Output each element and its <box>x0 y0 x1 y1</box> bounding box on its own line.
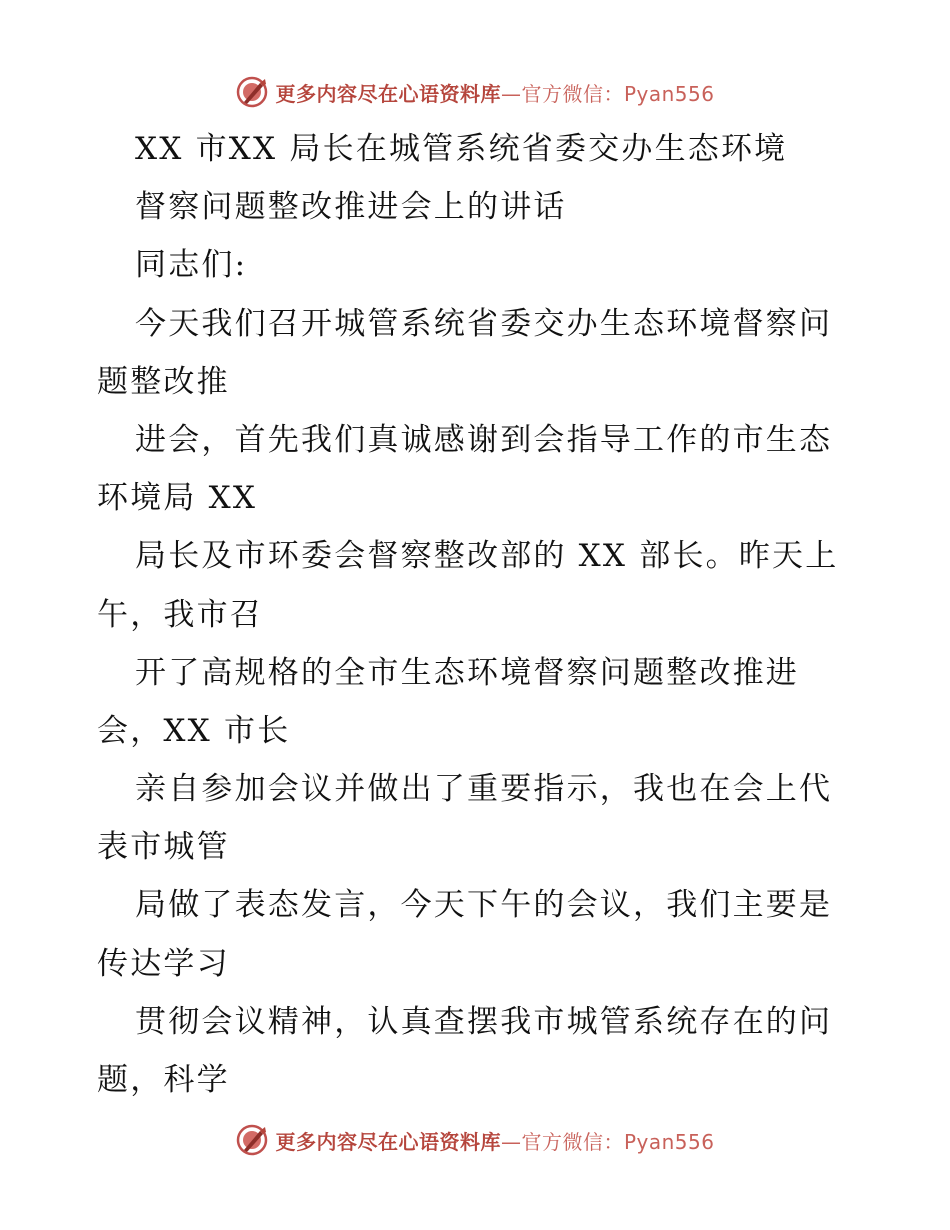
text-line: 进会，首先我们真诚感谢到会指导工作的市生态 <box>135 421 833 458</box>
document-body <box>97 120 857 1109</box>
text-line: 同志们: <box>135 247 248 284</box>
text-line: 贯彻会议精神，认真查摆我市城管系统存在的问 <box>135 1003 833 1040</box>
text-line: 题，科学 <box>97 1062 230 1098</box>
text-line: XX 市XX 局长在城管系统省委交办生态环境 <box>135 131 788 167</box>
footer-banner-tail: —官方微信：Pyan556 <box>500 1129 715 1154</box>
text-line: 环境局 XX <box>97 480 258 517</box>
text-line: 午，我市召 <box>97 596 263 633</box>
text-line: 题整改推 <box>97 363 230 400</box>
text-line: 局长及市环委会督察整改部的 XX 部长。昨天上 <box>135 538 839 575</box>
pen-nib-logo-icon <box>235 75 269 109</box>
text-line: 表市城管 <box>97 829 230 866</box>
text-line: 局做了表态发言，今天下午的会议，我们主要是 <box>135 887 833 924</box>
text-line: 开了高规格的全市生态环境督察问题整改推进 <box>135 654 799 691</box>
footer-banner <box>0 1120 950 1160</box>
header-banner-lead: 更多内容尽在心语资料库 <box>275 81 501 106</box>
text-line: 督察问题整改推进会上的讲话 <box>135 189 567 226</box>
text-line: 今天我们召开城管系统省委交办生态环境督察问 <box>135 305 833 342</box>
pen-nib-logo-icon <box>235 1123 269 1157</box>
footer-banner-lead: 更多内容尽在心语资料库 <box>275 1129 501 1154</box>
header-banner-tail: —官方微信：Pyan556 <box>500 81 715 106</box>
text-line: 亲自参加会议并做出了重要指示，我也在会上代 <box>135 771 833 808</box>
text-line: 传达学习 <box>97 945 230 982</box>
header-banner <box>0 72 950 112</box>
text-line: 会，XX 市长 <box>97 712 291 749</box>
